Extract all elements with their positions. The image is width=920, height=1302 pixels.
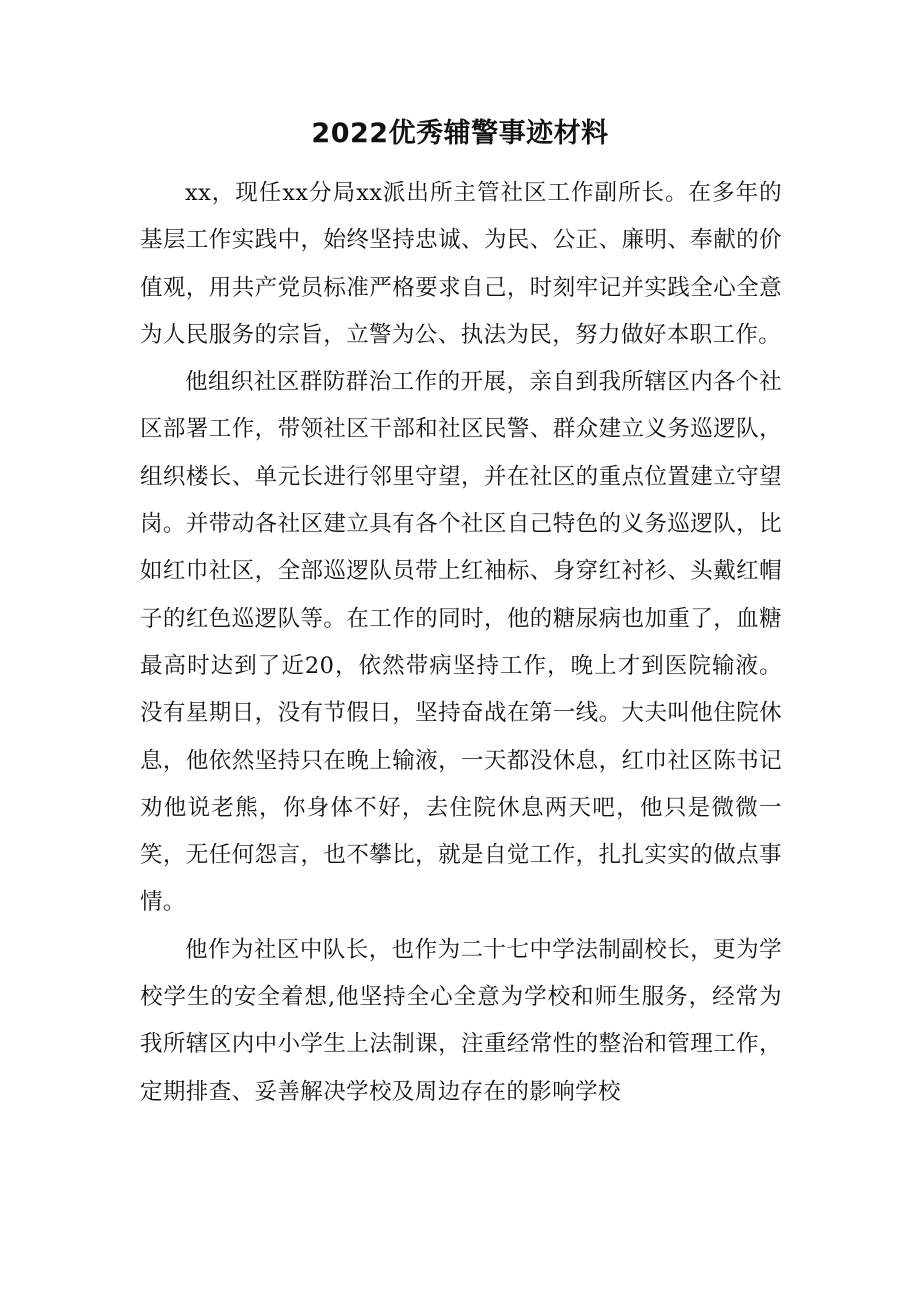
document-body — [140, 170, 782, 1116]
paragraph-3: 他作为社区中队长，也作为二十七中学法制副校长，更为学校学生的安全着想,他坚持全心全意为学校和师生服务，经常为我所辖区内中小学生上法制课，注重经常性的整治和管理工作，定期排查、妥善解决学校及周边存在的影响学校 — [140, 936, 782, 1105]
paragraph-2: 他组织社区群防群治工作的开展，亲自到我所辖区内各个社区部署工作，带领社区干部和社区民警、群众建立义务巡逻队，组织楼长、单元长进行邻里守望，并在社区的重点位置建立守望岗。并带动各社区建立具有各个社区自己特色的义务巡逻队，比如红巾社区，全部巡逻队员带上红袖标、身穿红衬衫、头戴红帽子的红色巡逻队等。在工作的同时，他的糖尿病也加重了，血糖最高时达到了近20，依然带病坚持工作，晚上才到医院输液。没有星期日，没有节假日，坚持奋战在第一线。大夫叫他住院休息，他依然坚持只在晚上输液，一天都没休息，红巾社区陈书记劝他说老熊，你身体不好，去住院休息两天吧，他只是微微一笑，无任何怨言，也不攀比，就是自觉工作，扎扎实实的做点事情。 — [140, 369, 782, 916]
paragraph-1: xx，现任xx分局xx派出所主管社区工作副所长。在多年的基层工作实践中，始终坚持忠诚、为民、公正、廉明、奉献的价值观，用共产党员标准严格要求自己，时刻牢记并实践全心全意为人民服务的宗旨，立警为公、执法为民，努力做好本职工作。 — [140, 180, 782, 348]
document-title: 2022优秀辅警事迹材料 — [311, 118, 609, 149]
